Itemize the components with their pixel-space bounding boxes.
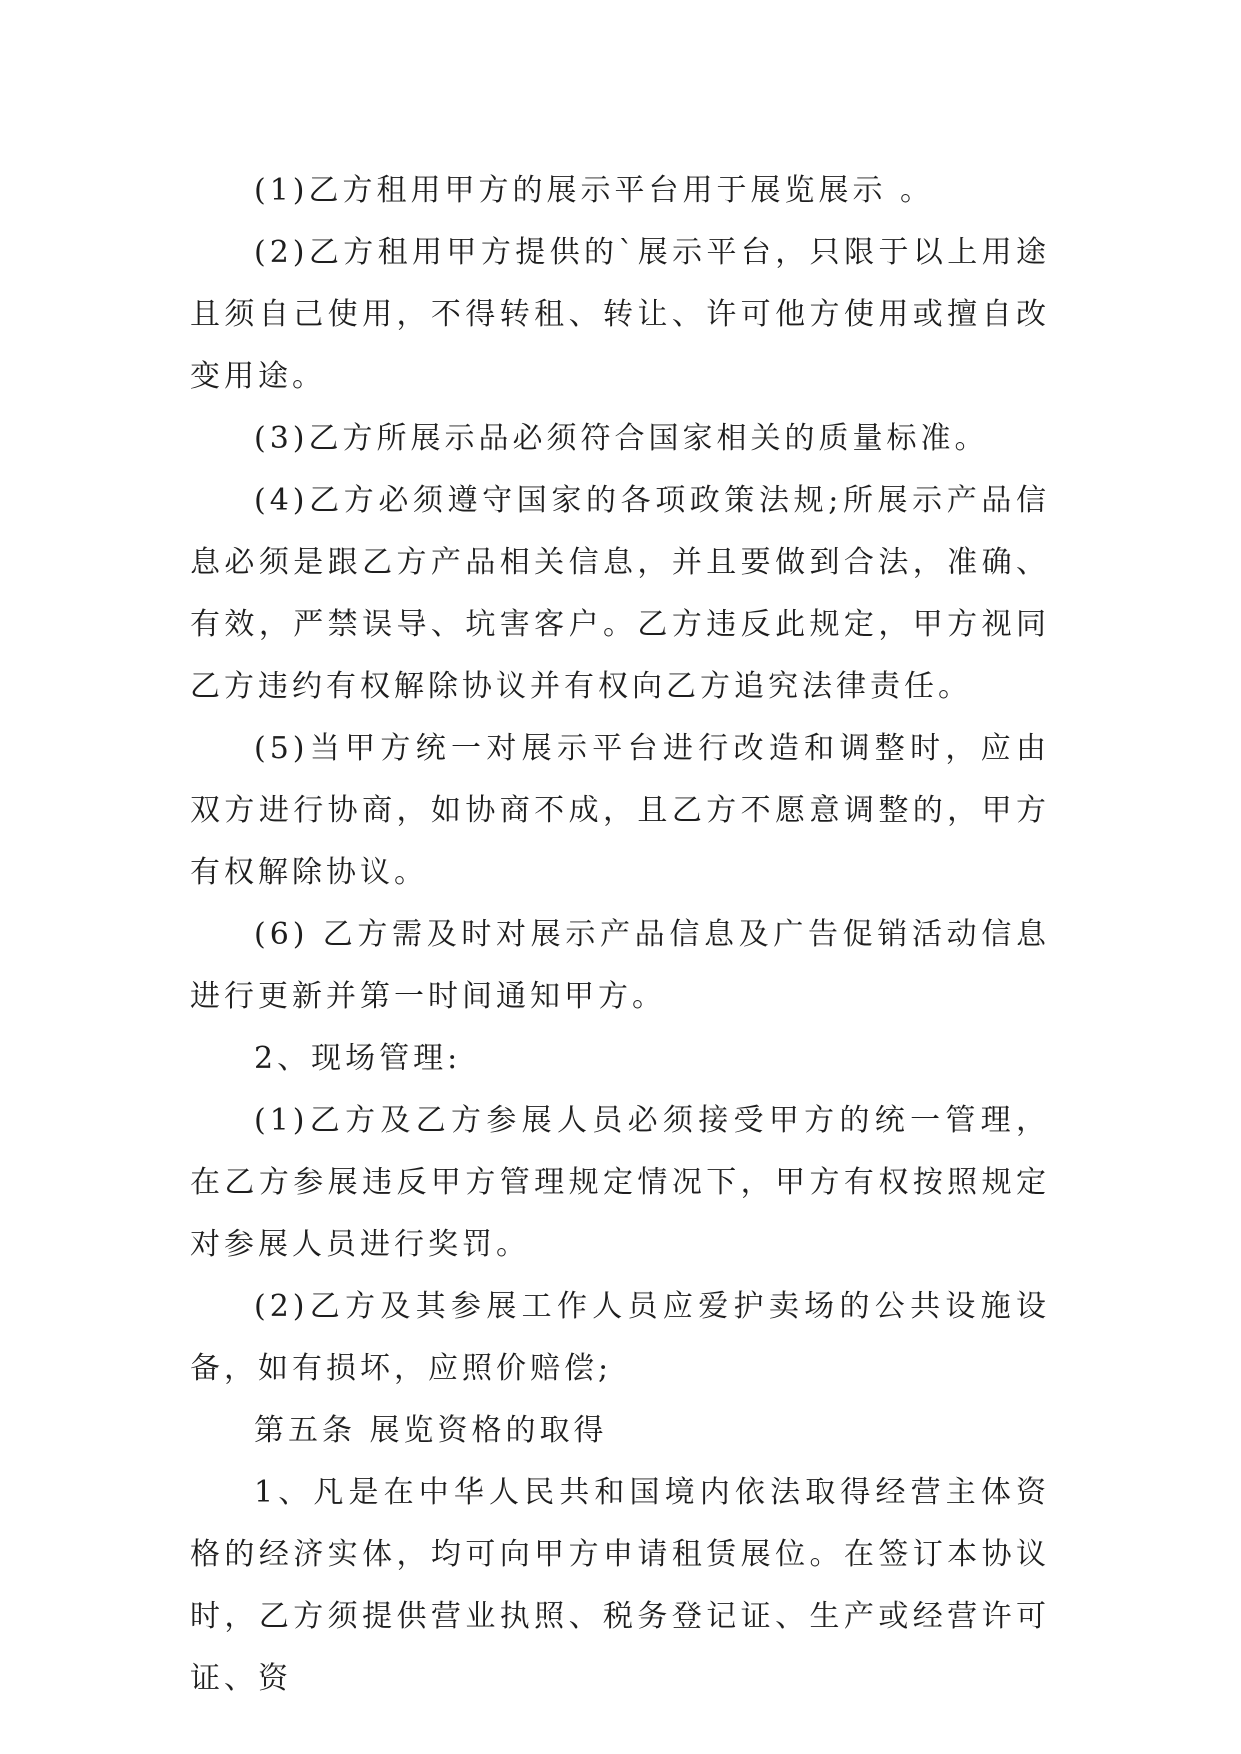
paragraph-facility-care: (2)乙方及其参展工作人员应爱护卖场的公共设施设备，如有损坏，应照价赔偿; <box>190 1289 1050 1386</box>
paragraph-info-update: (6) 乙方需及时对展示产品信息及广告促销活动信息进行更新并第一时间通知甲方。 <box>190 917 1050 1014</box>
paragraph-unified-management: (1)乙方及乙方参展人员必须接受甲方的统一管理，在乙方参展违反甲方管理规定情况下，甲方有权按照规定对参展人员进行奖罚。 <box>190 1103 1050 1262</box>
document-body <box>190 160 1050 1710</box>
paragraph-quality-standard: (3)乙方所展示品必须符合国家相关的质量标准。 <box>254 421 989 456</box>
paragraph-qualification: 1、凡是在中华人民共和国境内依法取得经营主体资格的经济实体，均可向甲方申请租赁展位。在签订本协议时，乙方须提供营业执照、税务登记证、生产或经营许可证、资 <box>190 1475 1050 1696</box>
heading-article-five: 第五条 展览资格的取得 <box>254 1413 608 1448</box>
heading-site-management: 2、现场管理: <box>254 1041 462 1076</box>
paragraph-legal-compliance: (4)乙方必须遵守国家的各项政策法规;所展示产品信息必须是跟乙方产品相关信息，并且要做到合法，准确、有效，严禁误导、坑害客户。乙方违反此规定，甲方视同乙方违约有权解除协议并有权向乙方追究法律责任。 <box>190 483 1050 704</box>
paragraph-display-usage: (1)乙方租用甲方的展示平台用于展览展示 。 <box>254 173 935 208</box>
paragraph-usage-restriction: (2)乙方租用甲方提供的`展示平台，只限于以上用途且须自己使用，不得转租、转让、许可他方使用或擅自改变用途。 <box>190 235 1050 394</box>
paragraph-platform-adjustment: (5)当甲方统一对展示平台进行改造和调整时，应由双方进行协商，如协商不成，且乙方不愿意调整的，甲方有权解除协议。 <box>190 731 1050 890</box>
